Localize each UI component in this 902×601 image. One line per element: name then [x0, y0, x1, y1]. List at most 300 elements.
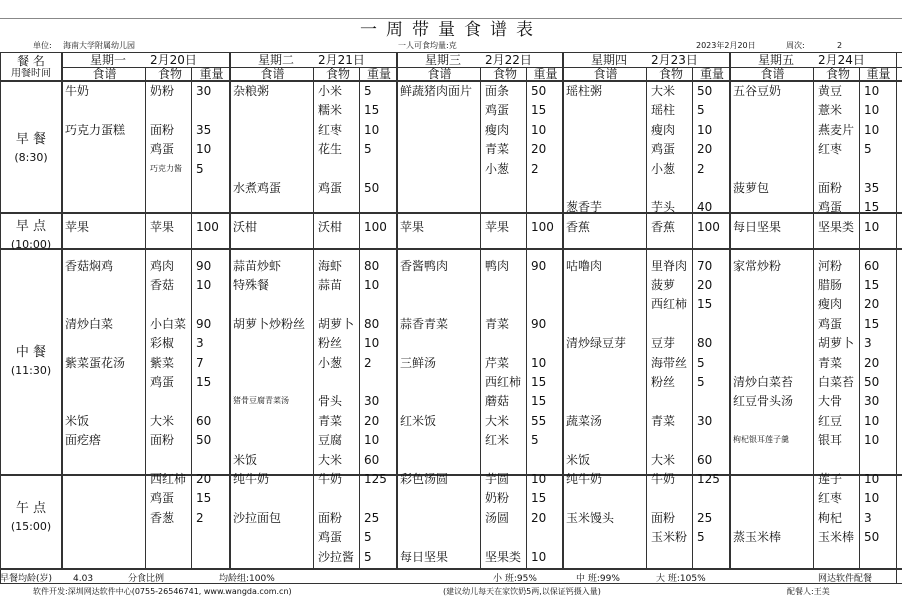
ingredient-weight: 30	[864, 394, 880, 409]
ingredient-name: 玉米棒	[818, 530, 855, 545]
ingredient-weight: 80	[364, 316, 380, 331]
day-divider-rule	[229, 52, 231, 569]
ingredient-weight: 90	[531, 258, 547, 273]
dish-name: 香菇焖鸡	[65, 258, 114, 273]
ingredient-weight: 10	[364, 336, 380, 351]
dish-name: 玉米馒头	[566, 510, 615, 525]
meal-divider-rule	[0, 474, 902, 476]
ingredient-weight: 5	[864, 142, 872, 157]
ingredient-weight: 2	[531, 161, 539, 176]
ingredient-name: 大米	[651, 452, 676, 467]
dish-name: 每日坚果	[733, 219, 782, 234]
ingredient-weight: 15	[196, 491, 212, 506]
ingredient-name: 苹果	[485, 219, 510, 234]
ingredient-weight: 60	[864, 258, 880, 273]
ingredient-name: 青菜	[651, 413, 676, 428]
column-header-weight: 重量	[866, 67, 891, 81]
ingredient-name: 海带丝	[651, 355, 688, 370]
ingredient-weight: 20	[531, 142, 547, 157]
ingredient-name: 瘦肉	[485, 122, 510, 137]
dish-name: 香酱鸭肉	[400, 258, 449, 273]
ingredient-weight: 10	[531, 549, 547, 564]
weight-column-rule	[526, 67, 527, 569]
ingredient-weight: 30	[364, 394, 380, 409]
dish-name: 葱香芋	[566, 200, 603, 215]
day-date: 2月22日	[485, 53, 532, 67]
dish-name: 巧克力蛋糕	[65, 122, 126, 137]
ingredient-weight: 15	[697, 297, 713, 312]
ingredient-weight: 10	[864, 84, 880, 98]
ingredient-name: 红豆	[818, 413, 843, 428]
meal-time: (11:30)	[10, 364, 52, 378]
menu-date: 2023年2月20日	[696, 41, 756, 50]
dish-name: 咕噜肉	[566, 258, 603, 273]
meal-time: (10:00)	[10, 238, 52, 252]
ingredient-name: 牛奶	[318, 472, 343, 486]
ingredient-weight: 20	[364, 413, 380, 428]
avg-age-value: 4.03	[73, 574, 94, 584]
ingredient-name: 粉丝	[318, 336, 343, 351]
ingredient-weight: 3	[864, 510, 872, 525]
ingredient-weight: 5	[697, 103, 705, 118]
ingredient-name: 香菇	[150, 278, 175, 292]
ingredient-weight: 50	[697, 84, 713, 98]
corner-meal-name: 餐 名	[17, 54, 45, 68]
ingredient-weight: 15	[864, 200, 880, 215]
per-person-amount: 一人可食均量:克	[398, 41, 457, 50]
ingredient-name: 红枣	[818, 142, 843, 157]
dish-name: 五谷豆奶	[733, 84, 782, 98]
ingredient-name: 蒜苗	[318, 278, 343, 292]
dish-name: 鲜蔬猪肉面片	[400, 84, 473, 98]
week-label: 周次:	[786, 41, 805, 50]
ingredient-weight: 5	[196, 161, 204, 176]
ingredient-weight: 50	[364, 181, 380, 195]
ingredient-name: 面粉	[150, 433, 175, 448]
ingredient-weight: 20	[864, 297, 880, 312]
ingredient-name: 奶粉	[485, 491, 510, 506]
dish-name: 清炒绿豆芽	[566, 336, 627, 351]
column-header-ingredient: 食物	[825, 67, 850, 81]
ingredient-weight: 5	[697, 375, 705, 389]
ingredient-weight: 10	[364, 278, 380, 292]
ingredient-weight: 90	[196, 316, 212, 331]
ingredient-name: 沃柑	[318, 219, 343, 234]
dish-name: 米饭	[566, 452, 591, 467]
ingredient-name: 巧克力酱	[150, 163, 182, 173]
ingredient-name: 黄豆	[818, 84, 843, 98]
ingredient-weight: 20	[196, 472, 212, 486]
ingredient-column-rule	[813, 67, 814, 569]
dish-name: 清炒白菜	[65, 316, 114, 331]
ingredient-name: 豆腐	[318, 433, 343, 448]
ingredient-name: 奶粉	[150, 84, 175, 98]
dish-name: 米饭	[233, 452, 258, 467]
ingredient-name: 彩椒	[150, 336, 175, 351]
ingredient-name: 鸡蛋	[318, 530, 343, 545]
ingredient-weight: 10	[364, 433, 380, 448]
ingredient-weight: 10	[364, 122, 380, 137]
day-divider-rule	[729, 52, 731, 569]
day-date: 2月21日	[318, 53, 365, 67]
ingredient-name: 胡萝卜	[818, 336, 855, 351]
meal-divider-rule	[0, 568, 902, 570]
ingredient-name: 面条	[485, 84, 510, 98]
dish-name: 沙拉面包	[233, 510, 282, 525]
ingredient-name: 大骨	[818, 394, 843, 409]
ingredient-name: 西红柿	[150, 472, 187, 486]
ingredient-weight: 30	[697, 413, 713, 428]
day-divider-rule	[562, 52, 564, 569]
ingredient-weight: 10	[864, 103, 880, 118]
ingredient-name: 芹菜	[485, 355, 510, 370]
ingredient-weight: 10	[697, 122, 713, 137]
meal-name: 午 点	[15, 500, 47, 516]
ingredient-weight: 70	[697, 258, 713, 273]
ingredient-weight: 80	[364, 258, 380, 273]
ingredient-weight: 5	[697, 355, 705, 370]
ingredient-weight: 10	[531, 355, 547, 370]
ingredient-name: 河粉	[818, 258, 843, 273]
right-border	[896, 52, 897, 583]
ingredient-weight: 5	[697, 530, 705, 545]
dish-name: 水煮鸡蛋	[233, 181, 282, 195]
ingredient-weight: 20	[697, 278, 713, 292]
weight-column-rule	[191, 67, 192, 569]
dish-name: 紫菜蛋花汤	[65, 355, 126, 370]
ingredient-weight: 35	[196, 122, 212, 137]
ingredient-name: 薏米	[818, 103, 843, 118]
ingredient-name: 豆芽	[651, 336, 676, 351]
column-header-ingredient: 食物	[492, 67, 517, 81]
ingredient-name: 汤圆	[485, 510, 510, 525]
ingredient-name: 面粉	[318, 510, 343, 525]
dish-name: 胡萝卜炒粉丝	[233, 316, 306, 331]
ingredient-column-rule	[480, 67, 481, 569]
ingredient-name: 沙拉酱	[318, 549, 355, 564]
dish-name: 红豆骨头汤	[733, 394, 794, 409]
dish-name: 米饭	[65, 413, 90, 428]
ingredient-weight: 10	[864, 219, 880, 234]
ingredient-name: 西红柿	[485, 375, 522, 389]
ingredient-name: 白菜苔	[818, 375, 855, 389]
ingredient-weight: 30	[196, 84, 212, 98]
dish-name: 枸杞银耳莲子羹	[733, 435, 789, 445]
small-class-ratio: 小 班:95%	[493, 574, 537, 584]
ingredient-weight: 50	[531, 84, 547, 98]
ingredient-name: 大米	[150, 413, 175, 428]
ingredient-weight: 10	[864, 491, 880, 506]
ingredient-weight: 80	[697, 336, 713, 351]
dish-name: 蒸玉米棒	[733, 530, 782, 545]
ingredient-weight: 100	[364, 219, 387, 234]
developer-info: 软件开发:深圳网达软件中心(0755-26546741, www.wangda.com.cn)	[33, 587, 292, 596]
ingredient-name: 菠萝	[651, 278, 676, 292]
middle-class-ratio: 中 班:99%	[576, 574, 620, 584]
ingredient-name: 坚果类	[818, 219, 855, 234]
ingredient-weight: 50	[864, 375, 880, 389]
ingredient-weight: 20	[531, 510, 547, 525]
avg-age-label: 早餐均龄(岁)	[0, 574, 53, 584]
ingredient-weight: 2	[697, 161, 705, 176]
weight-column-rule	[859, 67, 860, 569]
ingredient-weight: 10	[864, 472, 880, 486]
ingredient-name: 香葱	[150, 510, 175, 525]
meal-label	[0, 500, 62, 536]
ingredient-weight: 3	[864, 336, 872, 351]
weight-column-rule	[692, 67, 693, 569]
ingredient-name: 青菜	[818, 355, 843, 370]
ingredient-column-rule	[145, 67, 146, 569]
meal-divider-rule	[0, 248, 902, 250]
dish-name: 彩色汤圆	[400, 472, 449, 486]
ingredient-name: 花生	[318, 142, 343, 157]
column-header-dish: 食谱	[92, 67, 117, 81]
ingredient-weight: 55	[531, 413, 547, 428]
ingredient-weight: 5	[531, 433, 539, 448]
ingredient-weight: 10	[864, 433, 880, 448]
dish-name: 每日坚果	[400, 549, 449, 564]
ingredient-weight: 15	[531, 394, 547, 409]
ingredient-name: 芋圆	[485, 472, 510, 486]
ingredient-weight: 3	[196, 336, 204, 351]
column-header-dish: 食谱	[260, 67, 285, 81]
day-name: 星期一	[90, 53, 127, 67]
ingredient-name: 玉米粉	[651, 530, 688, 545]
column-header-ingredient: 食物	[325, 67, 350, 81]
dish-name: 苹果	[400, 219, 425, 234]
meal-column-rule	[61, 52, 63, 569]
ingredient-weight: 90	[531, 316, 547, 331]
ingredient-name: 青菜	[318, 413, 343, 428]
ingredient-weight: 125	[697, 472, 720, 486]
ingredient-weight: 60	[196, 413, 212, 428]
ingredient-weight: 5	[364, 84, 372, 98]
ingredient-weight: 90	[196, 258, 212, 273]
dish-name: 沃柑	[233, 219, 258, 234]
ingredient-weight: 7	[196, 355, 204, 370]
dish-name: 清炒白菜苔	[733, 375, 794, 389]
column-header-weight: 重量	[699, 67, 724, 81]
column-header-weight: 重量	[533, 67, 558, 81]
column-header-weight: 重量	[366, 67, 391, 81]
ingredient-name: 胡萝卜	[318, 316, 355, 331]
meal-label	[0, 218, 62, 254]
ingredient-weight: 10	[531, 122, 547, 137]
dish-name: 面疙瘩	[65, 433, 102, 448]
ingredient-name: 红枣	[318, 122, 343, 137]
ingredient-name: 小葱	[485, 161, 510, 176]
dish-name: 猪骨豆腐青菜汤	[233, 396, 289, 406]
ingredient-weight: 10	[864, 413, 880, 428]
ingredient-name: 坚果类	[485, 549, 522, 564]
dish-name: 蒜苗炒虾	[233, 258, 282, 273]
ingredient-column-rule	[313, 67, 314, 569]
ingredient-weight: 25	[364, 510, 380, 525]
ingredient-weight: 5	[364, 530, 372, 545]
day-name: 星期二	[258, 53, 295, 67]
unit-name: 海南大学附属幼儿园	[63, 41, 135, 50]
ingredient-name: 鸡蛋	[651, 142, 676, 157]
meal-name: 早 餐	[15, 131, 47, 147]
ingredient-weight: 5	[364, 549, 372, 564]
ingredient-name: 小白菜	[150, 316, 187, 331]
ingredient-name: 小米	[318, 84, 343, 98]
ingredient-weight: 10	[531, 472, 547, 486]
ingredient-weight: 10	[864, 122, 880, 137]
ingredient-name: 枸杞	[818, 510, 843, 525]
ingredient-name: 西红柿	[651, 297, 688, 312]
ingredient-weight: 35	[864, 181, 880, 195]
ingredient-name: 蘑菇	[485, 394, 510, 409]
milk-advice: (建议幼儿每天在家饮奶5两,以保证钙摄入量)	[443, 587, 601, 596]
dish-name: 纯牛奶	[566, 472, 603, 486]
day-date: 2月23日	[651, 53, 698, 67]
dish-name: 蔬菜汤	[566, 413, 603, 428]
ingredient-name: 小葱	[651, 161, 676, 176]
day-name: 星期三	[425, 53, 462, 67]
meal-time: (8:30)	[14, 150, 48, 164]
ingredient-name: 香蕉	[651, 219, 676, 234]
ingredient-weight: 15	[864, 316, 880, 331]
meal-label	[0, 344, 62, 380]
ingredient-weight: 100	[196, 219, 219, 234]
ingredient-weight: 2	[196, 510, 204, 525]
dish-name: 菠萝包	[733, 181, 770, 195]
ingredient-name: 腊肠	[818, 278, 843, 292]
ingredient-name: 面粉	[150, 122, 175, 137]
dish-name: 蒜香青菜	[400, 316, 449, 331]
ingredient-weight: 100	[697, 219, 720, 234]
dish-name: 家常炒粉	[733, 258, 782, 273]
ingredient-name: 海虾	[318, 258, 343, 273]
ingredient-weight: 60	[697, 452, 713, 467]
ingredient-name: 大米	[318, 452, 343, 467]
corner-meal-time: 用餐时间	[11, 68, 51, 79]
ratio-label: 分食比例	[128, 574, 165, 584]
ingredient-name: 苹果	[150, 219, 175, 234]
ingredient-name: 红米	[485, 433, 510, 448]
page-title: 一周带量食谱表	[360, 20, 542, 40]
meal-time: (15:00)	[10, 519, 52, 533]
column-header-weight: 重量	[199, 67, 224, 81]
ingredient-weight: 20	[864, 355, 880, 370]
ingredient-weight: 60	[364, 452, 380, 467]
dish-name: 特殊餐	[233, 278, 270, 292]
column-header-dish: 食谱	[760, 67, 785, 81]
ingredient-name: 红枣	[818, 491, 843, 506]
ingredient-name: 大米	[651, 84, 676, 98]
ingredient-weight: 2	[364, 355, 372, 370]
column-header-dish: 食谱	[427, 67, 452, 81]
ingredient-name: 鸡肉	[150, 258, 175, 273]
ingredient-column-rule	[646, 67, 647, 569]
ingredient-weight: 20	[697, 142, 713, 157]
ingredient-name: 莲子	[818, 472, 843, 486]
ingredient-weight: 10	[196, 278, 212, 292]
dish-name: 苹果	[65, 219, 90, 234]
day-name: 星期五	[758, 53, 795, 67]
ingredient-weight: 15	[531, 103, 547, 118]
dish-name: 三鲜汤	[400, 355, 437, 370]
ingredient-weight: 10	[196, 142, 212, 157]
unit-label: 单位:	[33, 41, 52, 50]
ingredient-name: 瘦肉	[651, 122, 676, 137]
ingredient-name: 鸡蛋	[150, 491, 175, 506]
dish-name: 香蕉	[566, 219, 591, 234]
ingredient-name: 粉丝	[651, 375, 676, 389]
software-brand: 网达软件配餐	[818, 574, 873, 584]
dish-name: 杂粮粥	[233, 84, 270, 98]
ingredient-weight: 50	[196, 433, 212, 448]
ingredient-weight: 15	[531, 375, 547, 389]
ingredient-weight: 40	[697, 200, 713, 215]
ingredient-name: 糯米	[318, 103, 343, 118]
ingredient-name: 鸭肉	[485, 258, 510, 273]
ingredient-weight: 125	[364, 472, 387, 486]
ingredient-weight: 15	[864, 278, 880, 292]
week-number: 2	[837, 41, 843, 50]
ingredient-name: 里脊肉	[651, 258, 688, 273]
ingredient-name: 鸡蛋	[318, 181, 343, 195]
ingredient-name: 青菜	[485, 316, 510, 331]
ingredient-weight: 25	[697, 510, 713, 525]
ingredient-weight: 15	[364, 103, 380, 118]
ingredient-name: 大米	[485, 413, 510, 428]
ingredient-name: 鸡蛋	[150, 375, 175, 389]
ingredient-name: 面粉	[818, 181, 843, 195]
meal-label	[0, 131, 62, 167]
dish-name: 瑶柱粥	[566, 84, 603, 98]
day-date: 2月24日	[818, 53, 865, 67]
ingredient-name: 骨头	[318, 394, 343, 409]
ingredient-name: 鸡蛋	[150, 142, 175, 157]
ingredient-name: 鸡蛋	[485, 103, 510, 118]
day-divider-rule	[396, 52, 398, 569]
day-name: 星期四	[591, 53, 628, 67]
ingredient-name: 青菜	[485, 142, 510, 157]
day-date: 2月20日	[150, 53, 197, 67]
ingredient-name: 燕麦片	[818, 122, 855, 137]
column-header-dish: 食谱	[593, 67, 618, 81]
ingredient-name: 小葱	[318, 355, 343, 370]
avg-group-ratio: 均龄组:100%	[219, 574, 275, 584]
ingredient-weight: 15	[196, 375, 212, 389]
dish-name: 牛奶	[65, 84, 90, 98]
ingredient-name: 牛奶	[651, 472, 676, 486]
meal-name: 早 点	[15, 219, 47, 235]
ingredient-name: 银耳	[818, 433, 843, 448]
ingredient-name: 鸡蛋	[818, 316, 843, 331]
caterer: 配餐人:王美	[787, 587, 830, 596]
ingredient-name: 芋头	[651, 200, 676, 215]
ingredient-name: 鸡蛋	[818, 200, 843, 215]
weight-column-rule	[359, 67, 360, 569]
ingredient-weight: 5	[364, 142, 372, 157]
ingredient-name: 紫菜	[150, 355, 175, 370]
large-class-ratio: 大 班:105%	[656, 574, 706, 584]
meal-name: 中 餐	[15, 345, 47, 361]
column-header-ingredient: 食物	[157, 67, 182, 81]
dish-name: 纯牛奶	[233, 472, 270, 486]
dish-name: 红米饭	[400, 413, 437, 428]
ingredient-name: 瘦肉	[818, 297, 843, 312]
ingredient-name: 瑶柱	[651, 103, 676, 118]
ingredient-name: 面粉	[651, 510, 676, 525]
column-header-ingredient: 食物	[658, 67, 683, 81]
meal-divider-rule	[0, 212, 902, 214]
ingredient-weight: 100	[531, 219, 554, 234]
